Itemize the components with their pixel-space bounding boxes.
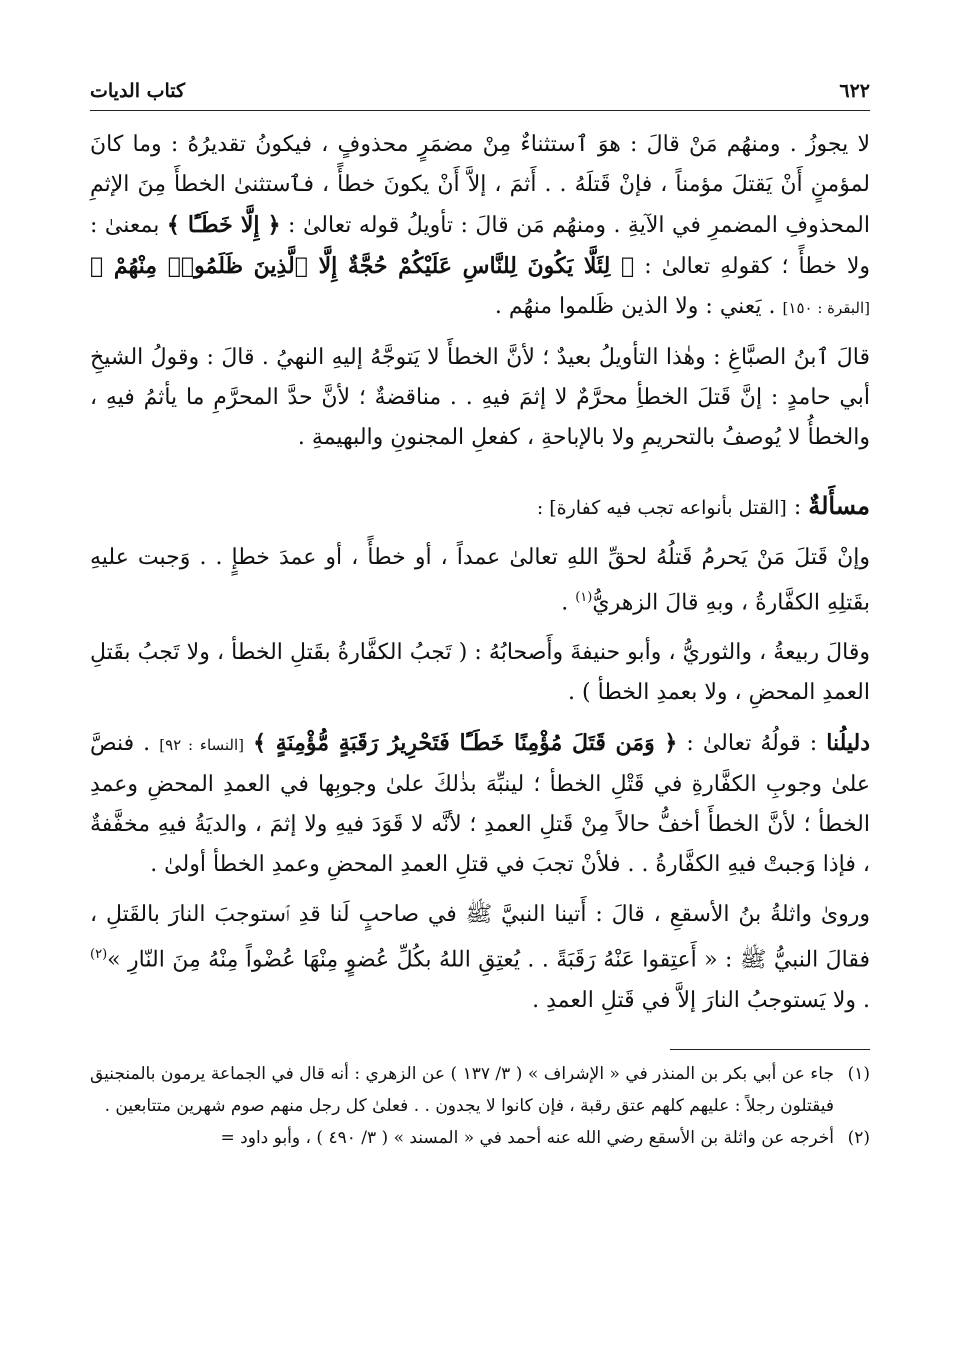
footnote-text: أخرجه عن واثلة بن الأسقع رضي الله عنه أحمد في « المسند » ( ٣/ ٤٩٠ ) ، وأبو داود =: [220, 1127, 834, 1148]
footnote-text: جاء عن أبي بكر بن المنذر في « الإشراف » ( ٣/ ١٣٧ ) عن الزهري : أنه قال في الجماعة يرمون بالمنجنيق فيقتلون رجلاً : عليهم كلهم عتق رقبة ، فإن كانوا لا يجدون . . فعلىٰ كل رجل منهم صوم شهرين متتابعين .: [90, 1063, 834, 1116]
paragraph-1-text-b: بمعنىٰ : ولا خطأً ؛ كقولهِ تعالىٰ :: [90, 213, 870, 279]
paragraph-4: وقالَ ربيعةُ ، والثوريُّ ، وأبو حنيفةَ وأَصحابُهُ : ( تَجبُ الكفَّارةُ بقَتلِ الخطأ ، ولا تَجبُ بقَتلِ العمدِ المحضِ ، ولا بعمدِ الخطأ ) .: [90, 640, 870, 706]
footnote-rule: [670, 1049, 870, 1050]
page-number: ٦٢٢: [839, 80, 870, 102]
quran-quote-2: ﴿ لِئَلَّا يَكُونَ لِلنَّاسِ عَلَيْكُمْ حُجَّةٌ إِلَّا ٱلَّذِينَ ظَلَمُوا۟ مِنْهُمْ ﴾: [90, 253, 635, 279]
masala-separator: :: [793, 495, 802, 520]
paragraph-6-text-a: وروىٰ واثلةُ بنُ الأسقعِ ، قالَ : أَتينا النبيَّ ﷺ في صاحبٍ لَنا قدِ ٱستوجبَ النارَ بالقَتلِ ، فقالَ النبيُّ ﷺ : « أَعتِقوا عَنْهُ رَقَبَةً . . يُعتِقِ اللهُ بكُلِّ عُضوٍ مِنْهَا عُضْواً مِنْهُ مِنَ النّارِ »: [90, 902, 870, 973]
paragraph-5-text-a: : قولُهُ تعالىٰ :: [686, 731, 818, 757]
paragraph-5-text-b: . فنصَّ علىٰ وجوبِ الكفَّارةِ في قَتْلِ الخطأ ؛ لينبِّهَ بذٰلكَ علىٰ وجوبِها في العمدِ المحضِ وعمدِ الخطأ ؛ لأنَّ الخطأَ أخفُّ حالاً مِنْ قَتلِ العمدِ ؛ لأنَّه لا قَوَدَ فيهِ ولا إثمَ ، والديَةُ فيهِ مخفَّفةٌ ، فإذا وَجبتْ فيهِ الكفَّارةُ . . فلأنْ تجبَ في قتلِ العمدِ المحضِ وعمدِ الخطأ أولىٰ .: [90, 731, 870, 878]
masala-word: مسأَلةٌ: [808, 491, 870, 520]
header-rule: [90, 110, 870, 111]
paragraph-6-text-b: . ولا يَستوجبُ النارَ إلاَّ في قَتلِ العمدِ .: [532, 987, 870, 1013]
running-header: [90, 80, 870, 110]
main-text: [90, 125, 870, 1021]
quran-reference-2: [النساء : ٩٢]: [159, 736, 245, 755]
paragraph-3-text: وإنْ قَتلَ مَنْ يَحرمُ قَتلُهُ لحقِّ اللهِ تعالىٰ عمداً ، أو خطأً ، أو عمدَ خطإٍ . . وَجبت عليهِ بقَتلِهِ الكفَّارةُ ، وبهِ قالَ الزهريُّ: [90, 545, 870, 616]
paragraph-1-text-a: لا يجوزُ . ومنهُم مَنْ قالَ : هوَ ٱستثناءٌ مِنْ مضمَرٍ محذوفٍ ، فيكونُ تقديرُهُ : وما كانَ لمؤمنٍ أَنْ يَقتلَ مؤمناً ، فإنْ قَتلَهُ . . أَثمَ ، إلاَّ أَنْ يكونَ خطأً ، فٱستثنىٰ الخطأَ مِنَ الإثمِ المحذوفِ المضمرِ في الآيةِ . ومنهُم مَن قالَ : تأويلُ قوله تعالىٰ :: [90, 132, 871, 238]
footnote-marker-2[interactable]: (٢): [90, 947, 108, 963]
paragraph-2: قالَ ٱبنُ الصبَّاغِ : وهٰذا التأويلُ بعيدٌ ؛ لأنَّ الخطأَ لا يَتوجَّهُ إليهِ النهيُ . قالَ : وقولُ الشيخِ أبي حامدٍ : إنَّ قَتلَ الخطأِ محرَّمٌ لا إثمَ فيهِ . . مناقضةٌ ؛ لأنَّ حدَّ المحرَّمِ ما يأثمُ فيهِ ، والخطأُ لا يُوصفُ بالتحريمِ ولا بالإباحةِ ، كفعلِ المجنونِ والبهيمةِ .: [90, 345, 870, 450]
footnote-2: [90, 1122, 870, 1154]
quran-quote-1: ﴿ إِلَّا خَطَـًٔا ﴾: [166, 212, 281, 238]
footnote-number: (١): [847, 1063, 870, 1084]
dalil-lead-word: دليلُنا: [826, 730, 871, 757]
quran-quote-3: ﴿ وَمَن قَتَلَ مُؤْمِنًا خَطَـًٔا فَتَحْرِيرُ رَقَبَةٍ مُّؤْمِنَةٍ ﴾: [253, 730, 678, 757]
book-title: كتاب الديات: [90, 80, 186, 102]
paragraph-1-text-c: . يَعني : ولا الذين ظَلموا منهُم .: [494, 294, 776, 319]
paragraph-5: [90, 723, 870, 885]
paragraph-3: [90, 538, 870, 623]
section-spacer: [90, 468, 870, 486]
footnotes: [90, 1058, 870, 1154]
footnote-1: [90, 1058, 870, 1122]
book-page: [90, 80, 870, 1154]
paragraph-6: [90, 895, 870, 1020]
masala-heading: [90, 486, 870, 528]
paragraph-1: [90, 125, 870, 328]
masala-title: [القتل بأنواعه تجب فيه كفارة] :: [536, 497, 787, 519]
footnote-marker-1[interactable]: (١): [575, 590, 593, 605]
quran-reference-1: [البقرة : ١٥٠]: [782, 299, 870, 317]
paragraph-3-end: .: [561, 590, 569, 616]
footnote-number: (٢): [847, 1127, 870, 1148]
